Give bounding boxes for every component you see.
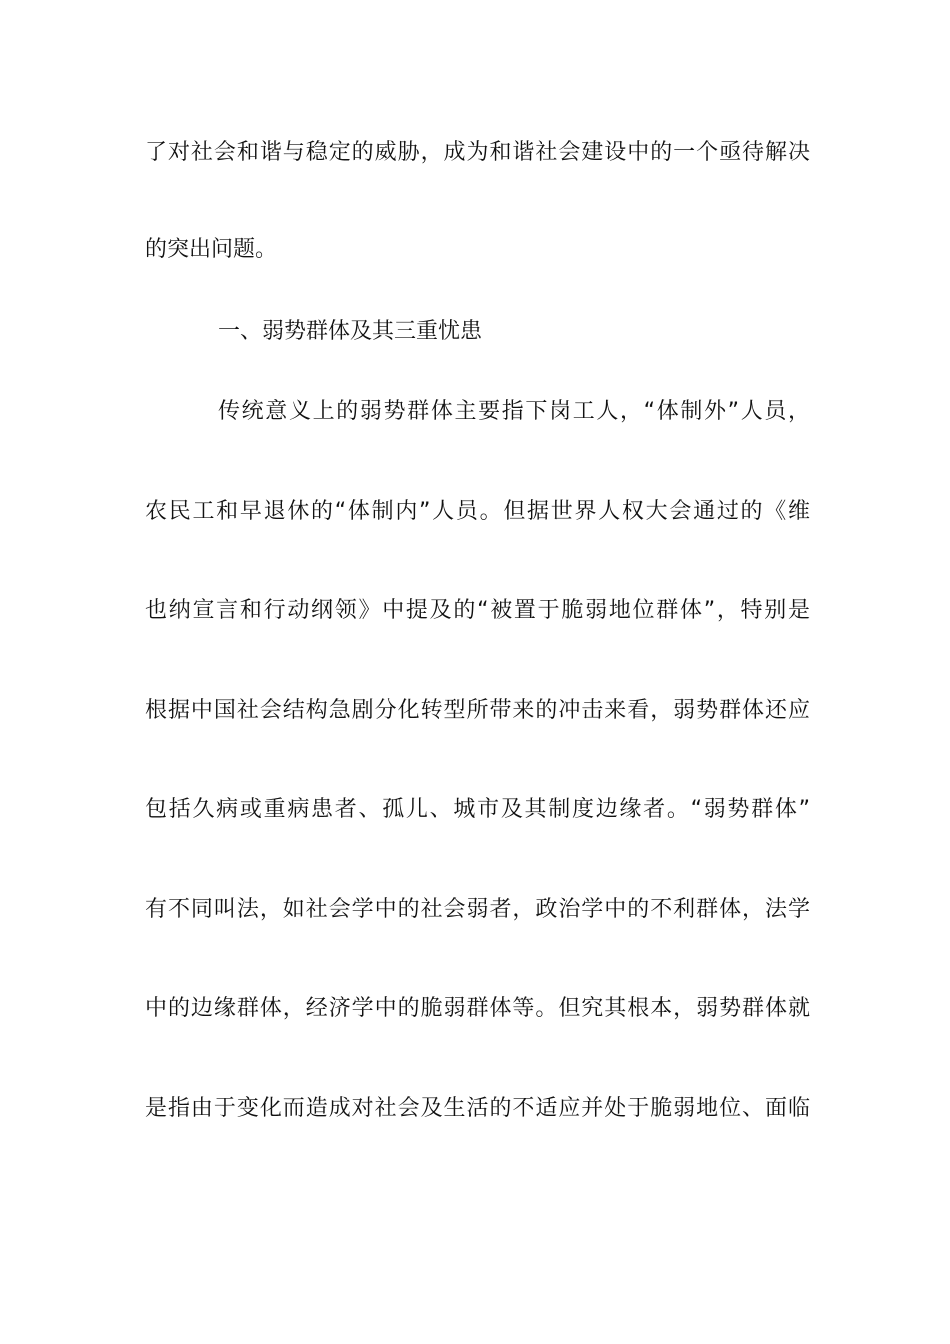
paragraph-line-4: 农民工和早退休的“体制内”人员。但据世界人权大会通过的《维 [145, 499, 810, 524]
paragraph-line-9: 中的边缘群体，经济学中的脆弱群体等。但究其根本，弱势群体就 [145, 996, 810, 1021]
paragraph-line-3: 传统意义上的弱势群体主要指下岗工人，“体制外”人员， [218, 399, 810, 424]
paragraph-line-10: 是指由于变化而造成对社会及生活的不适应并处于脆弱地位、面临 [145, 1096, 810, 1121]
paragraph-line-1: 了对社会和谐与稳定的威胁，成为和谐社会建设中的一个亟待解决 [145, 140, 810, 165]
paragraph-line-6: 根据中国社会结构急剧分化转型所带来的冲击来看，弱势群体还应 [145, 698, 810, 723]
section-heading: 一、弱势群体及其三重忧患 [218, 319, 483, 344]
paragraph-line-8: 有不同叫法，如社会学中的社会弱者，政治学中的不利群体，法学 [145, 897, 810, 922]
paragraph-line-2: 的突出问题。 [145, 237, 278, 262]
paragraph-line-5: 也纳宣言和行动纲领》中提及的“被置于脆弱地位群体”，特别是 [145, 598, 810, 623]
paragraph-line-7: 包括久病或重病患者、孤儿、城市及其制度边缘者。“弱势群体” [145, 797, 810, 822]
